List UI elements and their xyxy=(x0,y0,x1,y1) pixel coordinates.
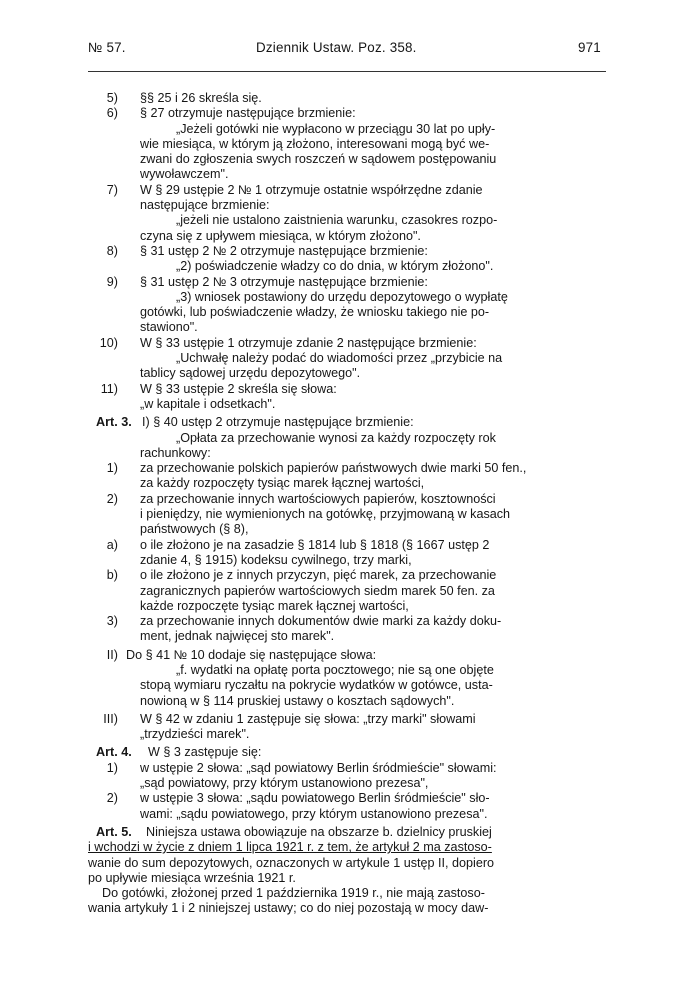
text-line: „f. wydatki na opłatę porta pocztowego; nie są one objęte xyxy=(176,662,494,677)
text-line: stawiono". xyxy=(140,320,198,335)
text-line: gotówki, lub poświadczenie władzy, że wniosku takiego nie po- xyxy=(140,305,490,320)
text-line: 2) w ustępie 3 słowa: „sądu powiatowego Berlin śródmieście" sło- xyxy=(106,791,490,806)
text-line: 3) za przechowanie innych dokumentów dwie marki za każdy doku- xyxy=(106,614,502,629)
text-line: a) o ile złożono je na zasadzie § 1814 lub § 1818 (§ 1667 ustęp 2 xyxy=(106,537,490,552)
text-line: po upływie miesiąca września 1921 r. xyxy=(88,870,296,885)
text-line: III) W § 42 w zdaniu 1 zastępuje się słowa: „trzy marki" słowami xyxy=(103,711,476,726)
page-number: 971 xyxy=(578,40,601,55)
text-line: ment, jednak najwięcej sto marek". xyxy=(140,629,335,644)
text-line: „trzydzieści marek". xyxy=(140,727,250,742)
article-heading-line: Art. 3. I) § 40 ustęp 2 otrzymuje następujące brzmienie: xyxy=(96,415,414,430)
text-line: „sąd powiatowy, przy którym ustanowiono prezesa", xyxy=(140,776,429,791)
text-line: „Jeżeli gotówki nie wypłacono w przeciągu 30 lat po upły- xyxy=(176,121,496,136)
issue-number: № 57. xyxy=(88,40,126,55)
text-line: nowioną w § 114 pruskiej ustawy o kosztach sądowych". xyxy=(140,693,455,708)
header-rule xyxy=(88,71,606,72)
text-line: 5) §§ 25 i 26 skreśla się. xyxy=(106,91,262,105)
text-line: i wchodzi w życie z dniem 1 lipca 1921 r. z tem, że artykuł 2 ma zastoso- xyxy=(88,840,492,855)
text-line: wania artykuły 1 i 2 niniejszej ustawy; co do niej pozostają w mocy daw- xyxy=(88,901,489,916)
text-line: 11) W § 33 ustępie 2 skreśla się słowa: xyxy=(100,381,337,396)
text-line: każde rozpoczęte tysiąc marek łącznej wartości, xyxy=(140,598,409,613)
text-line: wie miesiąca, w którym ją złożono, interesowani mogą być we- xyxy=(140,136,490,151)
text-line: „Opłata za przechowanie wynosi za każdy rozpoczęty rok xyxy=(176,430,496,445)
text-line: Do gotówki, złożonej przed 1 października 1919 r., nie mają zastoso- xyxy=(102,886,485,901)
text-line: 2) za przechowanie innych wartościowych papierów, kosztowności xyxy=(106,491,496,506)
article-heading-line: Art. 5. Niniejsza ustawa obowiązuje na obszarze b. dzielnicy pruskiej xyxy=(96,824,492,839)
text-line: zagranicznych papierów wartościowych siedm marek 50 fen. za xyxy=(140,583,495,598)
text-line: i pieniędzy, nie wymienionych na gotówkę, przyjmowaną w kasach xyxy=(140,507,511,522)
text-line: wami: „sądu powiatowego, przy którym ustanowiono prezesa". xyxy=(140,806,488,821)
text-line: b) o ile złożono je z innych przyczyn, pięć marek, za przechowanie xyxy=(106,568,497,583)
text-line: „2) poświadczenie władzy co do dnia, w którym złożono". xyxy=(176,259,494,274)
article-heading-line: Art. 4. W § 3 zastępuje się: xyxy=(96,745,262,760)
text-line: 1) za przechowanie polskich papierów państwowych dwie marki 50 fen., xyxy=(106,461,527,476)
journal-title: Dziennik Ustaw. Poz. 358. xyxy=(256,40,417,55)
text-line: wywoławczem". xyxy=(140,167,229,182)
document-body xyxy=(88,91,606,917)
text-line: tablicy sądowej urzędu depozytowego". xyxy=(140,366,361,381)
text-line: „jeżeli nie ustalono zaistnienia warunku, czasokres rozpo- xyxy=(176,213,498,228)
text-line: stopą wymiaru ryczałtu na pokrycie wydatków w gotówce, usta- xyxy=(140,678,493,693)
text-line: II) Do § 41 № 10 dodaje się następujące słowa: xyxy=(106,647,377,662)
text-line: 1) w ustępie 2 słowa: „sąd powiatowy Berlin śródmieście" słowami: xyxy=(106,760,497,775)
text-line: 9) § 31 ustęp 2 № 3 otrzymuje następujące brzmienie: xyxy=(106,274,428,289)
text-line: 10) W § 33 ustępie 1 otrzymuje zdanie 2 następujące brzmienie: xyxy=(99,335,477,350)
text-line: zwani do zgłoszenia swych roszczeń w sądowem postępowaniu xyxy=(140,152,497,167)
text-line: rachunkowy: xyxy=(140,445,211,460)
text-line: „3) wniosek postawiony do urzędu depozytowego o wypłatę xyxy=(176,289,508,304)
text-line: za każdy rozpoczęty tysiąc marek łącznej wartości, xyxy=(140,476,425,491)
text-line: „w kapitale i odsetkach". xyxy=(140,396,276,411)
text-line: czyna się z upływem miesiąca, w którym złożono". xyxy=(140,228,421,243)
text-line: wanie do sum depozytowych, oznaczonych w artykule 1 ustęp II, dopiero xyxy=(88,855,495,870)
text-line: następujące brzmienie: xyxy=(140,198,270,213)
text-line: 6) § 27 otrzymuje następujące brzmienie: xyxy=(106,106,356,121)
text-line: 7) W § 29 ustępie 2 № 1 otrzymuje ostatnie współrzędne zdanie xyxy=(106,182,483,197)
text-line: państwowych (§ 8), xyxy=(140,522,249,537)
text-line: 8) § 31 ustęp 2 № 2 otrzymuje następujące brzmienie: xyxy=(106,243,428,258)
text-line: zdanie 4, § 1915) kodeksu cywilnego, trzy marki, xyxy=(140,552,412,567)
text-line: „Uchwałę należy podać do wiadomości przez „przybicie na xyxy=(176,351,503,366)
